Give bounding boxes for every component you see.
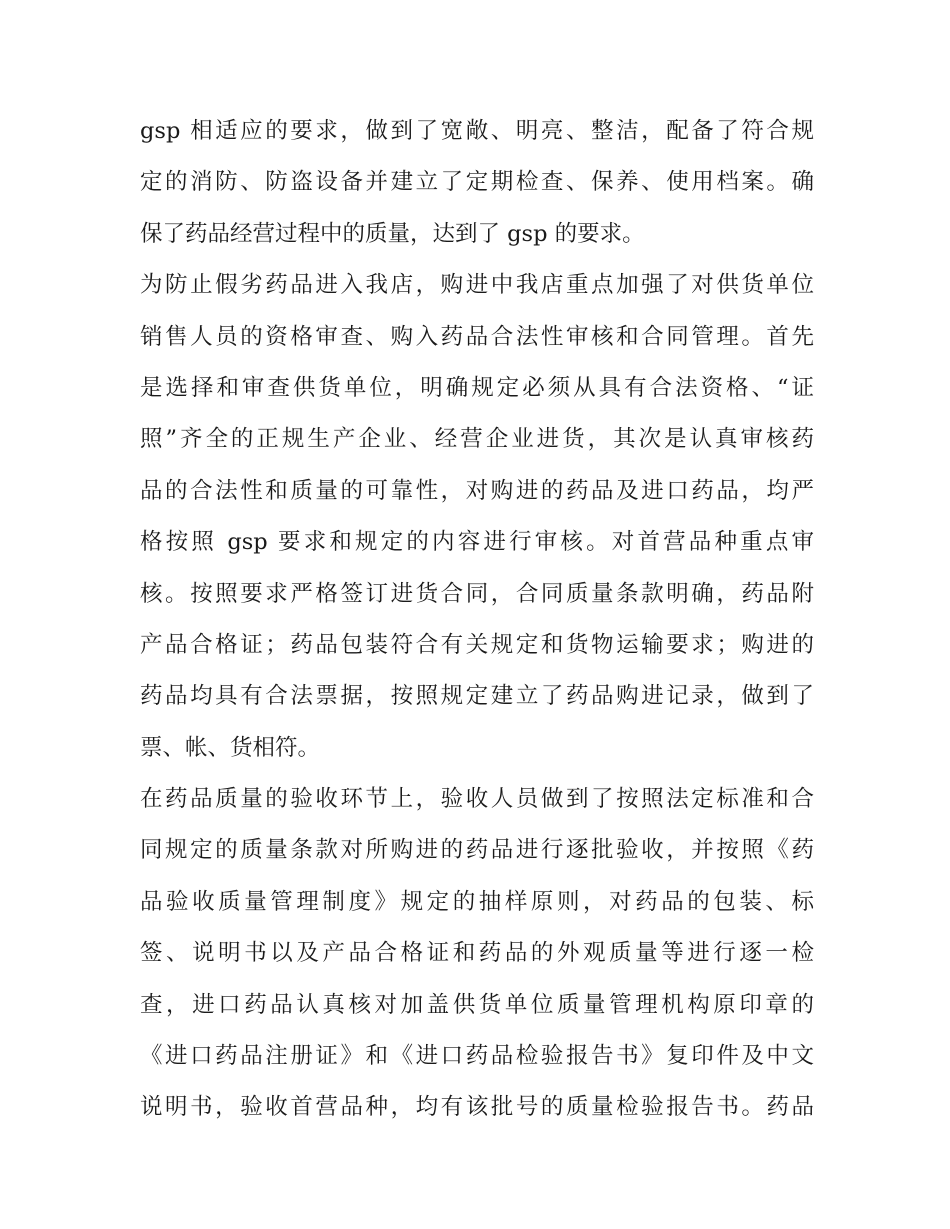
text-line: 说明书，验收首营品种，均有该批号的质量检验报告书。药品 — [140, 1094, 814, 1121]
paragraph-1 — [140, 106, 814, 260]
text-line: 签、说明书以及产品合格证和药品的外观质量等进行逐一检 — [140, 940, 814, 967]
text-line: gsp 相适应的要求，做到了宽敞、明亮、整洁，配备了符合规 — [140, 118, 814, 144]
text-line: 药品均具有合法票据，按照规定建立了药品购进记录，做到了 — [140, 683, 814, 710]
text-line: 查，进口药品认真核对加盖供货单位质量管理机构原印章的 — [140, 991, 814, 1018]
text-line: 定的消防、防盗设备并建立了定期检查、保养、使用档案。确 — [140, 169, 814, 196]
text-line: 是选择和审查供货单位，明确规定必须从具有合法资格、“证 — [140, 374, 814, 401]
text-line: 保了药品经营过程中的质量，达到了 gsp 的要求。 — [140, 220, 645, 247]
document-body — [140, 106, 814, 1134]
text-line: 在药品质量的验收环节上，验收人员做到了按照法定标准和合 — [140, 786, 814, 813]
text-line: 产品合格证；药品包装符合有关规定和货物运输要求；购进的 — [140, 631, 814, 658]
text-line: 《进口药品注册证》和《进口药品检验报告书》复印件及中文 — [140, 1043, 814, 1070]
text-line: 核。按照要求严格签订进货合同，合同质量条款明确，药品附 — [140, 580, 814, 607]
text-line: 同规定的质量条款对所购进的药品进行逐批验收，并按照《药 — [140, 837, 814, 864]
paragraph-3 — [140, 774, 814, 1134]
text-line: 品的合法性和质量的可靠性，对购进的药品及进口药品，均严 — [140, 477, 814, 504]
text-line: 销售人员的资格审查、购入药品合法性审核和合同管理。首先 — [140, 323, 814, 350]
text-line: 票、帐、货相符。 — [140, 734, 321, 761]
text-line: 照”齐全的正规生产企业、经营企业进货，其次是认真审核药 — [140, 426, 814, 453]
text-line: 格按照 gsp 要求和规定的内容进行审核。对首营品种重点审 — [140, 529, 814, 556]
text-line: 品验收质量管理制度》规定的抽样原则，对药品的包装、标 — [140, 888, 814, 915]
text-line: 为防止假劣药品进入我店，购进中我店重点加强了对供货单位 — [140, 272, 814, 299]
paragraph-2 — [140, 260, 814, 774]
